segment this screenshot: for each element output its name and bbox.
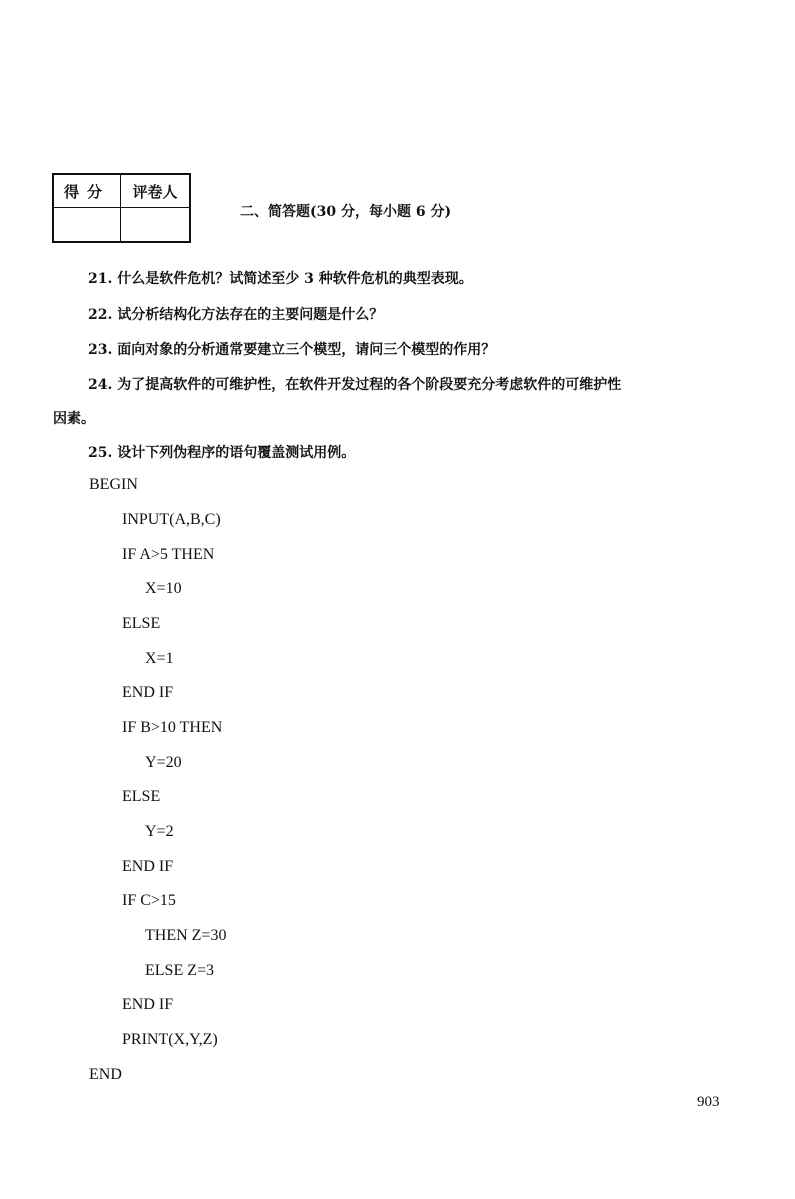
question-21: 21. 什么是软件危机？试简述至少 3 种软件危机的典型表现。 [88,271,473,287]
code-line: PRINT(X,Y,Z) [122,1031,218,1048]
code-line: X=1 [145,650,174,667]
code-line: ELSE Z=3 [145,962,215,979]
code-line: INPUT(A,B,C) [122,511,221,528]
code-line: IF B>10 THEN [122,719,223,736]
question-23: 23. 面向对象的分析通常要建立三个模型，请问三个模型的作用？ [88,342,496,358]
grader-label: 评卷人 [121,174,191,208]
code-line: IF C>15 [122,892,176,909]
score-table-blank-row [53,208,190,243]
code-line: ELSE [122,615,161,632]
code-line: IF A>5 THEN [122,546,215,563]
code-line: END IF [122,996,174,1013]
question-25: 25. 设计下列伪程序的语句覆盖测试用例。 [88,445,356,461]
grader-cell[interactable] [121,208,191,243]
section-title: 二、简答题(30 分，每小题 6 分) [240,204,452,220]
score-label: 得分 [53,174,121,208]
score-cell[interactable] [53,208,121,243]
score-table [52,173,191,243]
code-line: Y=2 [145,823,174,840]
code-line: BEGIN [89,476,138,493]
code-line: Y=20 [145,754,182,771]
code-line: X=10 [145,580,182,597]
code-line: THEN Z=30 [145,927,227,944]
question-24-continued: 因素。 [53,411,95,427]
code-line: END IF [122,684,174,701]
code-line: END IF [122,858,174,875]
page-number: 903 [697,1094,720,1110]
question-24: 24. 为了提高软件的可维护性，在软件开发过程的各个阶段要充分考虑软件的可维护性 [88,377,622,393]
question-22: 22. 试分析结构化方法存在的主要问题是什么？ [88,307,384,323]
code-line: END [89,1066,122,1083]
code-line: ELSE [122,788,161,805]
score-table-header-row [53,174,190,208]
